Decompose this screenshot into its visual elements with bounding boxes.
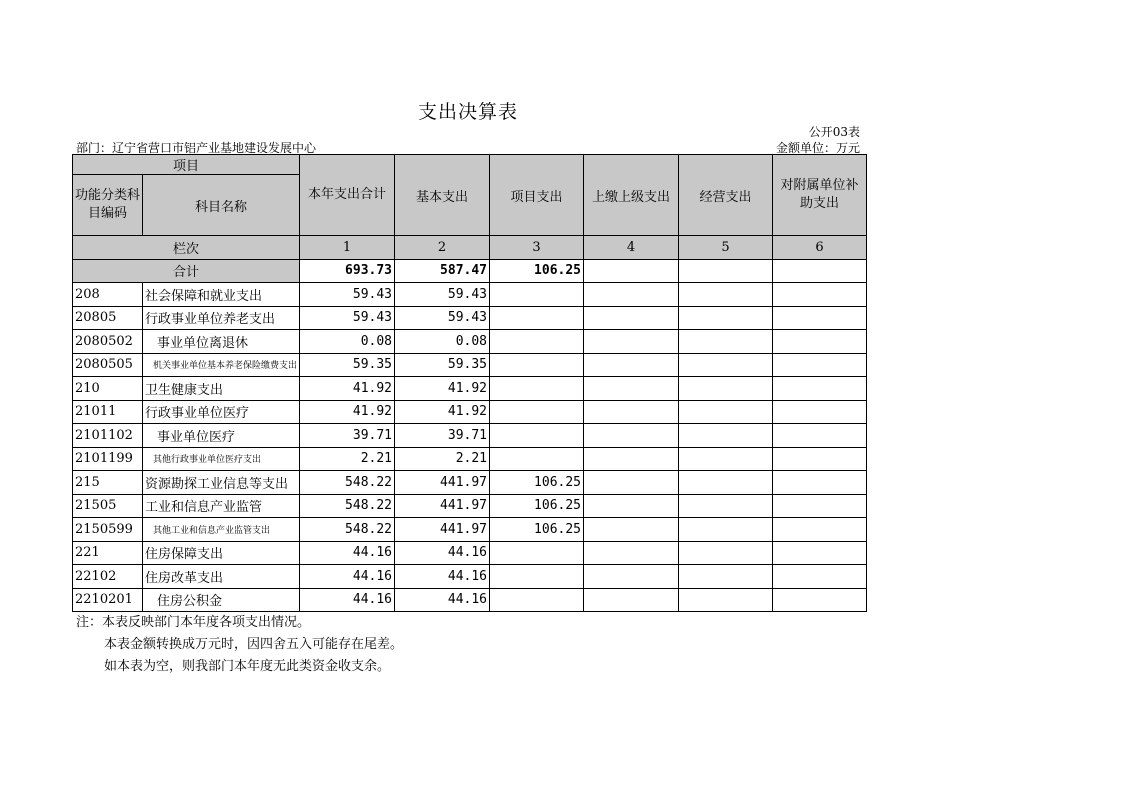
notes (76, 612, 403, 678)
header-row-item (73, 155, 867, 175)
table-row (73, 283, 867, 307)
row-value (490, 377, 584, 401)
header-subsidiary: 对附属单位补助支出 (773, 155, 867, 236)
row-value: 44.16 (300, 588, 395, 612)
summary-value: 106.25 (490, 259, 584, 283)
row-name: 社会保障和就业支出 (143, 283, 300, 307)
row-code: 208 (73, 283, 143, 307)
department-label: 部门：辽宁省营口市铝产业基地建设发展中心 (76, 141, 317, 155)
row-name: 工业和信息产业监管 (143, 494, 300, 518)
col-number: 2 (395, 236, 490, 260)
row-value (584, 447, 679, 471)
row-value: 59.43 (395, 283, 490, 307)
row-value (773, 494, 867, 518)
row-name: 住房保障支出 (143, 541, 300, 565)
table-row (73, 541, 867, 565)
row-value (490, 424, 584, 448)
note-line: 本表金额转换成万元时，因四舍五入可能存在尾差。 (104, 637, 404, 652)
row-value (679, 400, 773, 424)
col-number: 5 (679, 236, 773, 260)
row-name: 事业单位医疗 (143, 424, 300, 448)
row-value (679, 588, 773, 612)
column-index-label: 栏次 (73, 236, 300, 260)
row-value (773, 471, 867, 495)
row-code: 2080505 (73, 353, 143, 377)
summary-value (773, 259, 867, 283)
row-code: 2101102 (73, 424, 143, 448)
row-value: 41.92 (300, 377, 395, 401)
row-value (584, 424, 679, 448)
table-row (73, 565, 867, 589)
summary-value: 587.47 (395, 259, 490, 283)
row-value (490, 400, 584, 424)
note-line: 如本表为空，则我部门本年度无此类资金收支余。 (104, 659, 391, 674)
row-value: 441.97 (395, 471, 490, 495)
row-value: 39.71 (300, 424, 395, 448)
row-value: 441.97 (395, 494, 490, 518)
row-value (584, 306, 679, 330)
header-business: 经营支出 (679, 155, 773, 236)
row-code: 221 (73, 541, 143, 565)
row-value (490, 283, 584, 307)
row-code: 22102 (73, 565, 143, 589)
unit-label: 金额单位：万元 (775, 141, 860, 155)
row-value: 106.25 (490, 518, 584, 542)
table-row (73, 353, 867, 377)
row-value: 2.21 (300, 447, 395, 471)
row-value (679, 377, 773, 401)
row-value (584, 494, 679, 518)
row-value: 59.35 (300, 353, 395, 377)
header-total: 本年支出合计 (300, 155, 395, 236)
header-item: 项目 (73, 155, 300, 175)
row-value (773, 400, 867, 424)
row-value (679, 494, 773, 518)
row-value (773, 353, 867, 377)
table-row (73, 400, 867, 424)
row-value (490, 541, 584, 565)
table-row (73, 494, 867, 518)
row-value (679, 330, 773, 354)
row-value (773, 541, 867, 565)
table-row (73, 330, 867, 354)
row-value (679, 565, 773, 589)
row-value (773, 306, 867, 330)
row-value: 44.16 (395, 541, 490, 565)
row-value (490, 330, 584, 354)
row-value (773, 330, 867, 354)
row-value (584, 541, 679, 565)
row-value: 39.71 (395, 424, 490, 448)
row-value (584, 400, 679, 424)
row-value: 59.43 (395, 306, 490, 330)
row-value (679, 283, 773, 307)
header-upper: 上缴上级支出 (584, 155, 679, 236)
row-value: 441.97 (395, 518, 490, 542)
row-value (490, 306, 584, 330)
col-number: 3 (490, 236, 584, 260)
row-value: 548.22 (300, 471, 395, 495)
row-value (490, 353, 584, 377)
row-value (773, 377, 867, 401)
row-value: 44.16 (300, 541, 395, 565)
summary-value (584, 259, 679, 283)
row-value (679, 518, 773, 542)
row-code: 21505 (73, 494, 143, 518)
row-value: 59.35 (395, 353, 490, 377)
header-project: 项目支出 (490, 155, 584, 236)
row-value: 548.22 (300, 518, 395, 542)
header-code: 功能分类科目编码 (73, 175, 143, 236)
row-value (679, 471, 773, 495)
row-value (490, 588, 584, 612)
row-code: 2080502 (73, 330, 143, 354)
row-value: 59.43 (300, 283, 395, 307)
page-title: 支出决算表 (417, 101, 518, 123)
expenditure-table (72, 154, 867, 612)
row-value (773, 447, 867, 471)
row-name: 行政事业单位医疗 (143, 400, 300, 424)
header-name: 科目名称 (143, 175, 300, 236)
row-code: 2150599 (73, 518, 143, 542)
row-name: 事业单位离退休 (143, 330, 300, 354)
summary-value: 693.73 (300, 259, 395, 283)
summary-value (679, 259, 773, 283)
row-value (679, 424, 773, 448)
table-row (73, 447, 867, 471)
row-name: 其他工业和信息产业监管支出 (143, 518, 300, 542)
header-basic: 基本支出 (395, 155, 490, 236)
row-name: 住房公积金 (143, 588, 300, 612)
row-name: 住房改革支出 (143, 565, 300, 589)
row-value: 106.25 (490, 471, 584, 495)
row-name: 行政事业单位养老支出 (143, 306, 300, 330)
row-value (773, 518, 867, 542)
row-value: 59.43 (300, 306, 395, 330)
row-value (584, 353, 679, 377)
table-row (73, 306, 867, 330)
row-value: 106.25 (490, 494, 584, 518)
table-row (73, 377, 867, 401)
col-number: 4 (584, 236, 679, 260)
row-value: 44.16 (395, 565, 490, 589)
row-value (773, 588, 867, 612)
summary-row (73, 259, 867, 283)
row-value: 41.92 (395, 400, 490, 424)
row-value (584, 518, 679, 542)
row-code: 2101199 (73, 447, 143, 471)
row-value (773, 283, 867, 307)
row-value: 41.92 (300, 400, 395, 424)
table-row (73, 471, 867, 495)
row-value (584, 330, 679, 354)
row-code: 21011 (73, 400, 143, 424)
row-value (490, 447, 584, 471)
row-code: 215 (73, 471, 143, 495)
row-value: 44.16 (395, 588, 490, 612)
row-value: 2.21 (395, 447, 490, 471)
row-value (584, 377, 679, 401)
note-line: 注：本表反映部门本年度各项支出情况。 (76, 615, 311, 630)
row-value (490, 565, 584, 589)
row-value (773, 565, 867, 589)
table-row (73, 588, 867, 612)
table-row (73, 518, 867, 542)
row-value: 44.16 (300, 565, 395, 589)
row-value: 0.08 (300, 330, 395, 354)
row-value: 41.92 (395, 377, 490, 401)
row-value (679, 353, 773, 377)
row-value (679, 447, 773, 471)
col-number: 1 (300, 236, 395, 260)
table-row (73, 424, 867, 448)
row-value (584, 588, 679, 612)
row-code: 20805 (73, 306, 143, 330)
row-value (584, 471, 679, 495)
row-code: 2210201 (73, 588, 143, 612)
row-value (584, 565, 679, 589)
col-number: 6 (773, 236, 867, 260)
row-value: 548.22 (300, 494, 395, 518)
form-code: 公开03表 (808, 125, 860, 139)
summary-label: 合计 (73, 259, 300, 283)
row-value: 0.08 (395, 330, 490, 354)
column-index-row (73, 236, 867, 260)
row-value (773, 424, 867, 448)
row-code: 210 (73, 377, 143, 401)
row-name: 其他行政事业单位医疗支出 (143, 447, 300, 471)
row-name: 资源勘探工业信息等支出 (143, 471, 300, 495)
row-value (679, 541, 773, 565)
row-name: 机关事业单位基本养老保险缴费支出 (143, 353, 300, 377)
row-value (679, 306, 773, 330)
row-name: 卫生健康支出 (143, 377, 300, 401)
row-value (584, 283, 679, 307)
